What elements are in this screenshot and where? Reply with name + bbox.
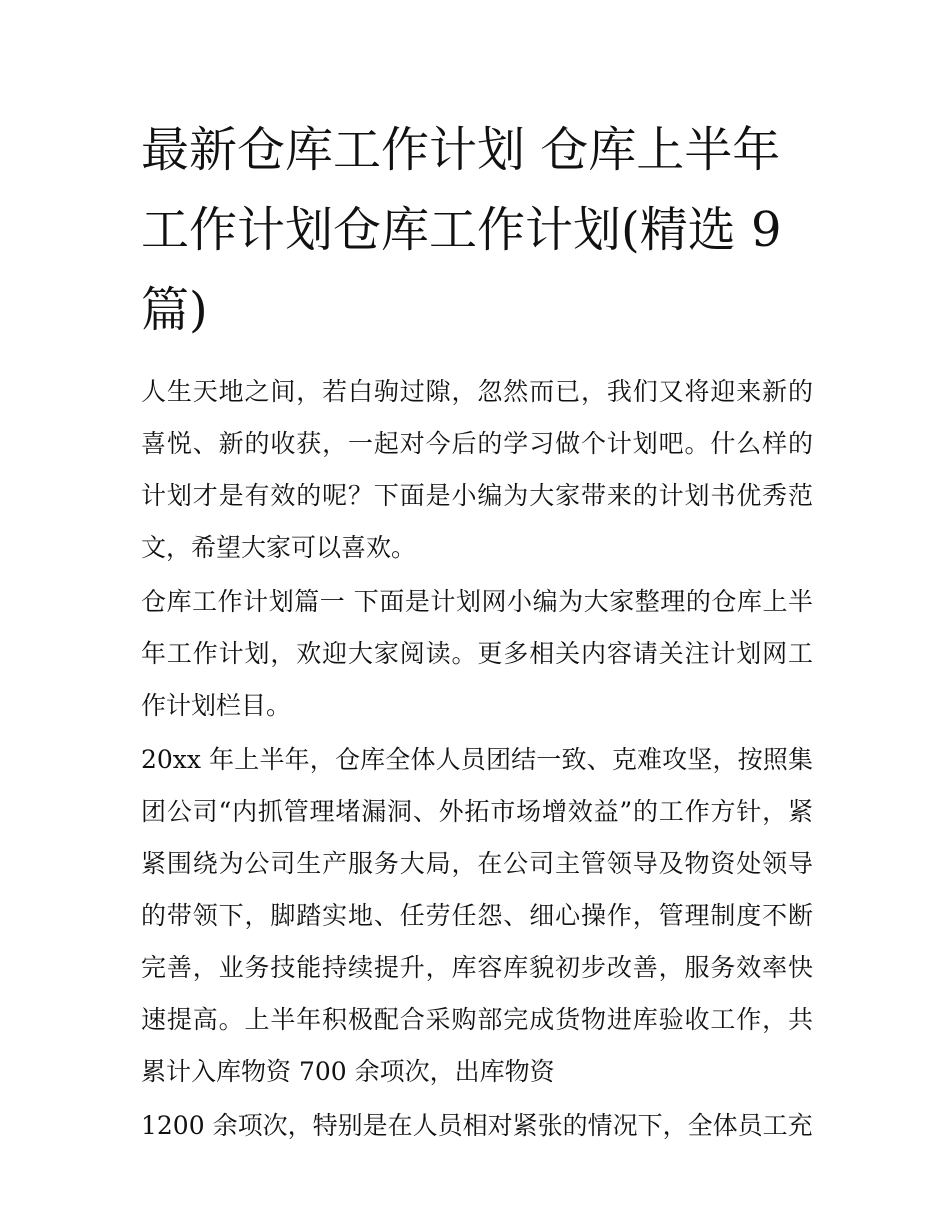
- intro-paragraph: 人生天地之间，若白驹过隙，忽然而已，我们又将迎来新的喜悦、新的收获，一起对今后的学习做个计划吧。什么样的计划才是有效的呢？下面是小编为大家带来的计划书优秀范文，希望大家可以喜欢。: [141, 377, 813, 562]
- section-one-paragraph: 仓库工作计划篇一 下面是计划网小编为大家整理的仓库上半年工作计划，欢迎大家阅读。更多相关内容请关注计划网工作计划栏目。: [141, 587, 813, 720]
- continuation-paragraph: 1200 余项次，特别是在人员相对紧张的情况下，全体员工充: [141, 1111, 813, 1140]
- summary-paragraph: 20xx 年上半年，仓库全体人员团结一致、克难攻坚，按照集团公司“内抓管理堵漏洞、外拓市场增效益”的工作方针，紧紧围绕为公司生产服务大局，在公司主管领导及物资处领导的带领下，脚踏实地、任劳任怨、细心操作，管理制度不断完善，业务技能持续提升，库容库貌初步改善，服务效率快速提高。上半年积极配合采购部完成货物进库验收工作，共累计入库物资 700 余项次，出库物资: [141, 745, 813, 1086]
- document-content: [141, 110, 813, 1154]
- document-title: 最新仓库工作计划 仓库上半年工作计划仓库工作计划(精选 9 篇): [141, 122, 782, 338]
